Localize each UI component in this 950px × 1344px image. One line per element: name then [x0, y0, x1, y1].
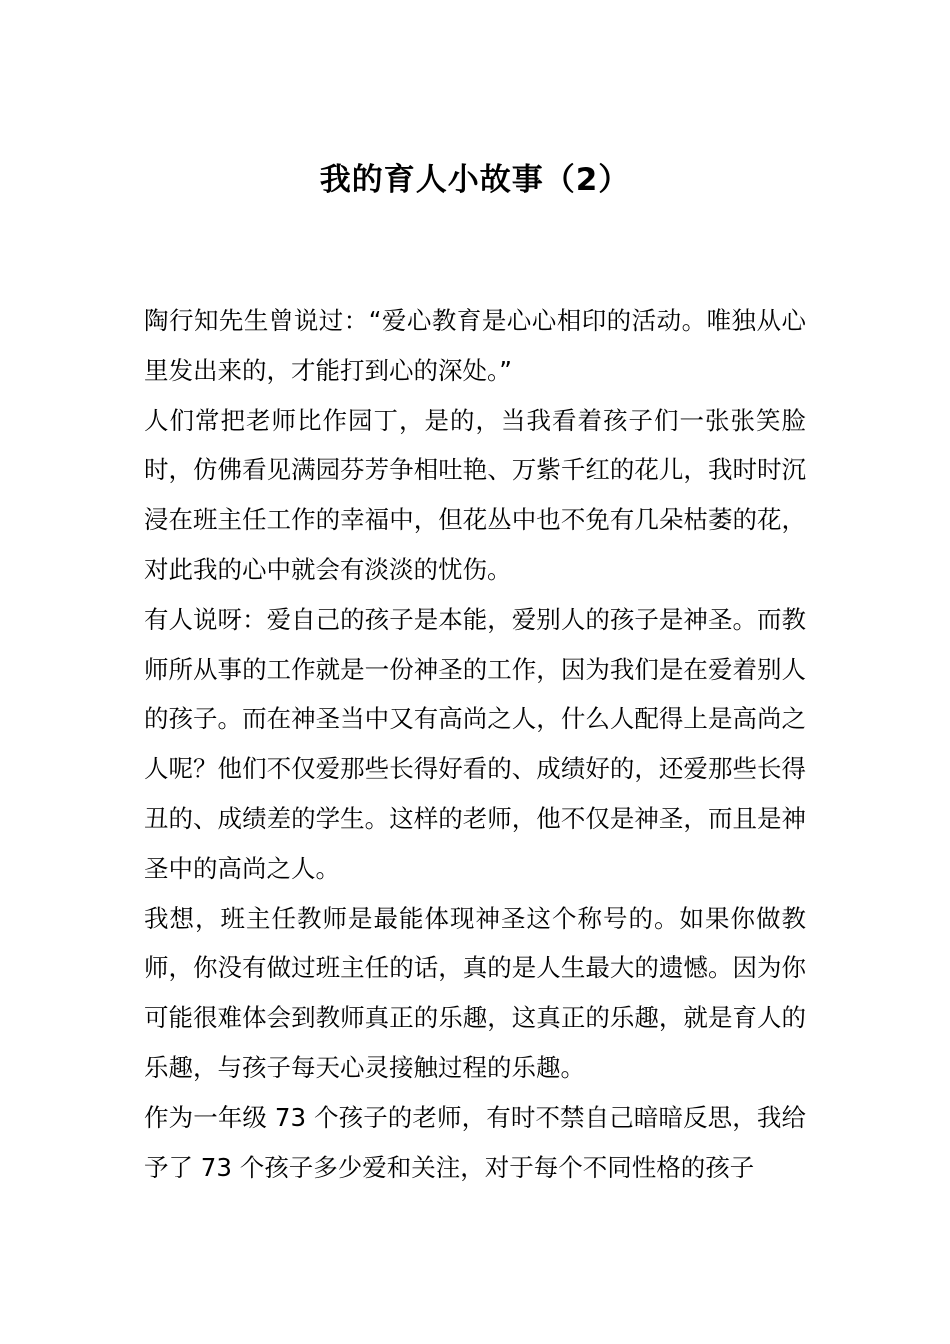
document-body [144, 296, 806, 1192]
paragraph-4: 我想，班主任教师是最能体现神圣这个称号的。如果你做教师，你没有做过班主任的话，真的是人生最大的遗憾。因为你可能很难体会到教师真正的乐趣，这真正的乐趣，就是育人的乐趣，与孩子每天心灵接触过程的乐趣。 [144, 903, 806, 1082]
paragraph-1: 陶行知先生曾说过：“爱心教育是心心相印的活动。唯独从心里发出来的，才能打到心的深处。” [144, 306, 806, 385]
document-title: 我的育人小故事（2） [319, 162, 631, 198]
paragraph-2: 人们常把老师比作园丁，是的，当我看着孩子们一张张笑脸时，仿佛看见满园芬芳争相吐艳、万紫千红的花儿，我时时沉浸在班主任工作的幸福中，但花丛中也不免有几朵枯萎的花，对此我的心中就会有淡淡的忧伤。 [144, 405, 806, 584]
paragraph-3: 有人说呀：爱自己的孩子是本能，爱别人的孩子是神圣。而教师所从事的工作就是一份神圣的工作，因为我们是在爱着别人的孩子。而在神圣当中又有高尚之人，什么人配得上是高尚之人呢？他们不仅爱那些长得好看的、成绩好的，还爱那些长得丑的、成绩差的学生。这样的老师，他不仅是神圣，而且是神圣中的高尚之人。 [144, 604, 806, 883]
paragraph-5: 作为一年级 73 个孩子的老师，有时不禁自己暗暗反思，我给予了 73 个孩子多少爱和关注，对于每个不同性格的孩子 [144, 1102, 806, 1182]
